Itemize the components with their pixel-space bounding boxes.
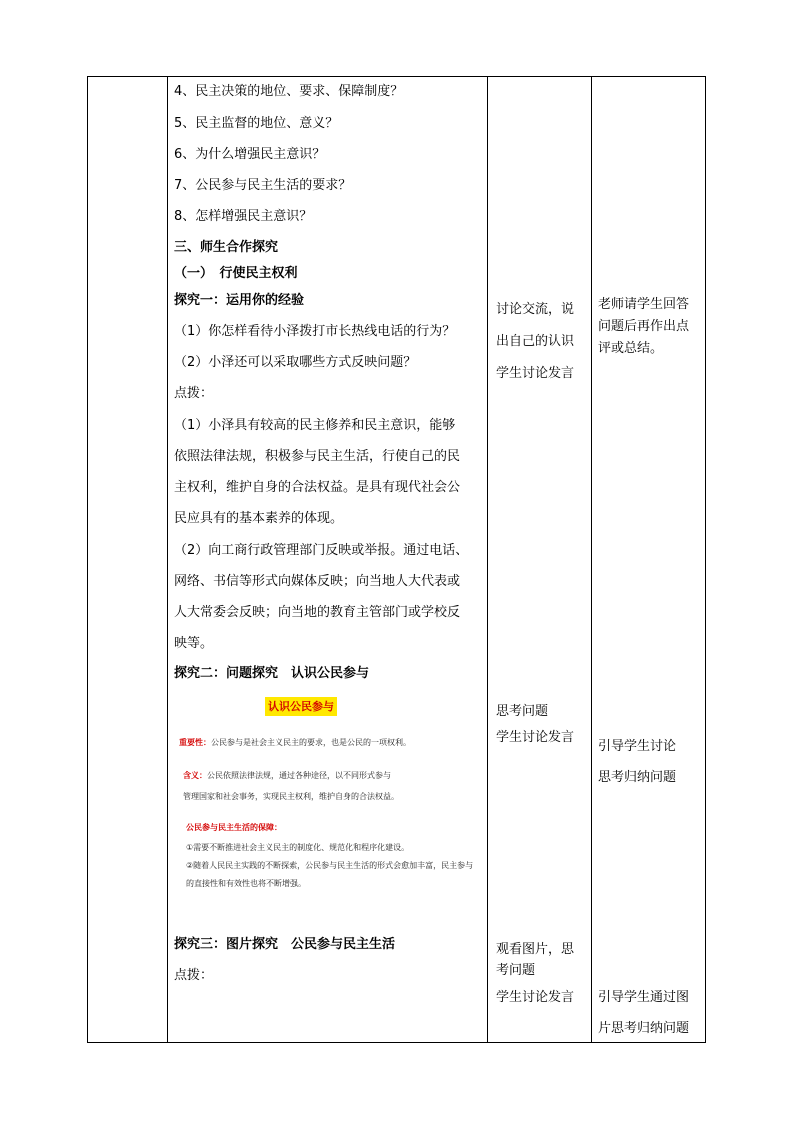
slide-title: 认识公民参与 [265, 697, 337, 716]
answer1-line: 民应具有的基本素养的体现。 [174, 511, 344, 526]
teacher-note-line: 问题后再作出点 [598, 319, 690, 334]
student-activity-line: 考问题 [496, 963, 536, 978]
column-divider [487, 76, 488, 1043]
answer1-line: 依照法律法规，积极参与民主生活，行使自己的民 [174, 449, 461, 464]
student-activity-line: 学生讨论发言 [496, 990, 575, 1005]
explore2-title: 探究二：问题探究 认识公民参与 [174, 666, 370, 681]
explore1-question-1: （1）你怎样看待小泽拨打市长热线电话的行为？ [174, 324, 456, 339]
meaning-line-2: 管理国家和社会事务，实现民主权利，维护自身的合法权益。 [183, 792, 399, 801]
meaning-text: 公民依照法律法规，通过各种途径，以不同形式参与 [207, 771, 391, 780]
question-4: 4、民主决策的地位、要求、保障制度？ [174, 84, 404, 99]
explore3-title: 探究三：图片探究 公民参与民主生活 [174, 937, 396, 952]
guarantee-label: 公民参与民主生活的保障： [186, 823, 282, 832]
teacher-note-line: 引导学生通过图 [598, 990, 690, 1005]
answer2-line: 人大常委会反映；向当地的教育主管部门或学校反 [174, 605, 461, 620]
hint-label: 点拨： [174, 386, 214, 401]
column-divider [167, 76, 168, 1043]
importance-text: 公民参与是社会主义民主的要求，也是公民的一项权利。 [211, 738, 411, 747]
guarantee-line: ①需要不断推进社会主义民主的制度化、规范化和程序化建设。 [186, 843, 410, 852]
answer2-line: 网络、书信等形式向媒体反映；向当地人大代表或 [174, 574, 461, 589]
question-6: 6、为什么增强民主意识？ [174, 147, 326, 162]
teacher-note-line: 老师请学生回答 [598, 297, 690, 312]
meaning-line [183, 770, 391, 781]
importance-label: 重要性： [179, 738, 211, 747]
question-8: 8、怎样增强民主意识？ [174, 209, 313, 224]
meaning-label: 含义： [183, 771, 207, 780]
slide-image [172, 690, 484, 895]
explore1-question-2: （2）小泽还可以采取哪些方式反映问题？ [174, 355, 417, 370]
teacher-note-line: 思考归纳问题 [598, 770, 677, 785]
teacher-note-line: 片思考归纳问题 [598, 1021, 690, 1036]
teacher-note-line: 评或总结。 [598, 341, 664, 356]
answer1-line: （1）小泽具有较高的民主修养和民主意识，能够 [174, 418, 456, 433]
guarantee-line: ②随着人民民主实践的不断探索，公民参与民主生活的形式会愈加丰富，民主参与 [186, 861, 474, 870]
importance-line [179, 737, 411, 748]
subsection-heading: （一） 行使民主权利 [174, 266, 298, 281]
hint-label: 点拨： [174, 968, 214, 983]
explore1-title: 探究一：运用你的经验 [174, 293, 305, 308]
student-activity-line: 出自己的认识 [496, 334, 575, 349]
teacher-note-line: 引导学生讨论 [598, 739, 677, 754]
student-activity-line: 学生讨论发言 [496, 730, 575, 745]
section-heading: 三、师生合作探究 [174, 240, 279, 255]
answer2-line: （2）向工商行政管理部门反映或举报。通过电话、 [174, 543, 469, 558]
column-divider [591, 76, 592, 1043]
answer1-line: 主权利，维护自身的合法权益。是具有现代社会公 [174, 480, 461, 495]
question-5: 5、民主监督的地位、意义？ [174, 116, 339, 131]
student-activity-line: 观看图片，思 [496, 942, 575, 957]
guarantee-line: 的直接性和有效性也将不断增强。 [186, 879, 306, 888]
student-activity-line: 讨论交流，说 [496, 302, 575, 317]
student-activity-line: 学生讨论发言 [496, 366, 575, 381]
question-7: 7、公民参与民主生活的要求？ [174, 178, 352, 193]
student-activity-line: 思考问题 [496, 704, 549, 719]
answer2-line: 映等。 [174, 636, 214, 651]
guarantee-label-line [186, 822, 282, 833]
